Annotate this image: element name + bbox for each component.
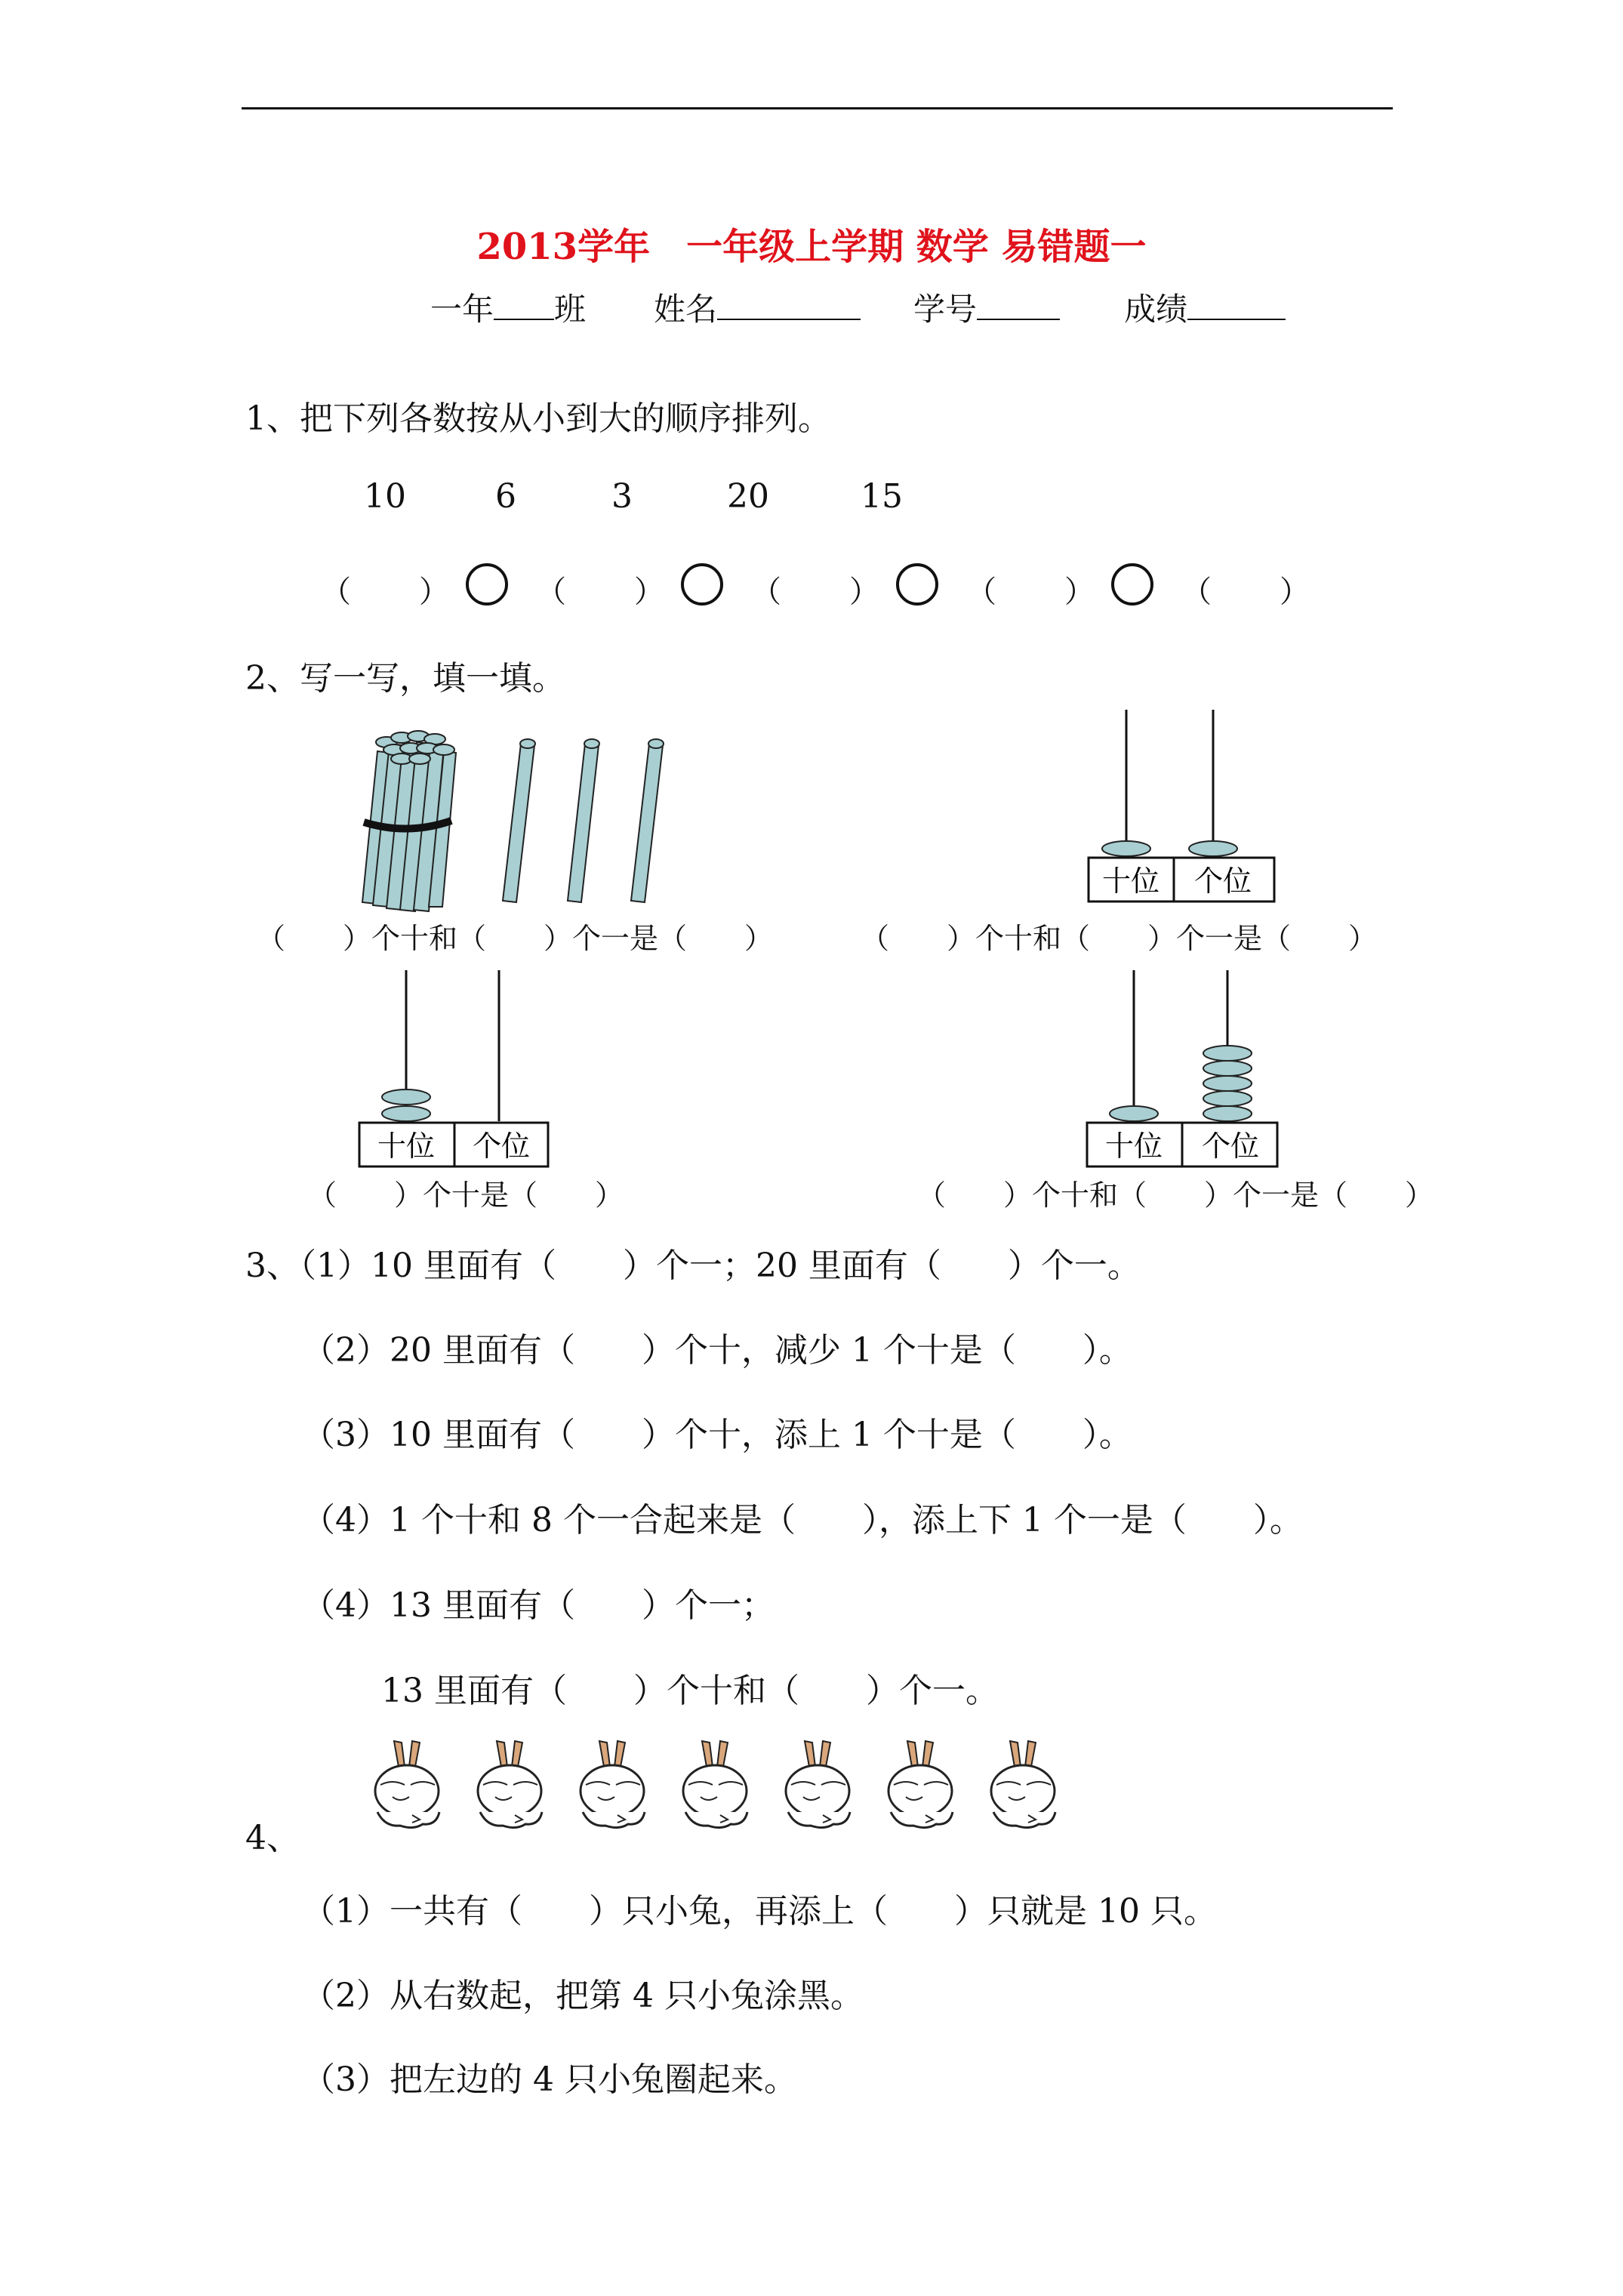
answer-paren-open: （	[536, 575, 566, 609]
loose-stick	[503, 744, 534, 902]
tens-bead	[382, 1089, 430, 1105]
rabbit-row[interactable]	[370, 1737, 1072, 1850]
q2-answer-line-c: （ ）个十是（ ）	[308, 1179, 624, 1212]
answer-paren-open: （	[966, 575, 996, 609]
tens-bead	[1110, 1106, 1158, 1121]
rabbit-icon	[786, 1741, 850, 1828]
compare-circle[interactable]	[896, 563, 938, 606]
answer-paren-close: ）	[419, 575, 449, 609]
stick-end	[520, 739, 535, 748]
ones-bead	[1203, 1076, 1252, 1091]
q3-item-6: 13 里面有（ ）个十和（ ）个一。	[381, 1672, 999, 1710]
q4-label: 4、	[245, 1819, 300, 1857]
page-title: 2013学年 一年级上学期 数学 易错题一	[476, 226, 1147, 268]
id-label: 学号	[913, 291, 978, 328]
rabbit-icon	[683, 1741, 747, 1828]
stick-end	[433, 744, 454, 755]
q4-item-1: （1）一共有（ ）只小兔，再添上（ ）只就是 10 只。	[302, 1892, 1217, 1931]
q3-item-4: （4）1 个十和 8 个一合起来是（ ），添上下 1 个一是（ ）。	[302, 1501, 1303, 1539]
name-label: 姓名	[654, 291, 718, 328]
abacus-d	[1087, 970, 1291, 1189]
rabbit-icon	[478, 1741, 542, 1828]
tens-place-label: 十位	[377, 1130, 436, 1163]
answer-paren-close: ）	[1280, 575, 1310, 609]
tens-bead	[1102, 841, 1150, 856]
id-blank[interactable]	[977, 291, 1060, 320]
q3-item-2: （2）20 里面有（ ）个十，减少 1 个十是（ ）。	[302, 1331, 1132, 1370]
ones-place-label: 个位	[472, 1130, 531, 1163]
compare-circle[interactable]	[1111, 563, 1153, 606]
q4-item-3: （3）把左边的 4 只小兔圈起来。	[302, 2060, 797, 2099]
top-rule	[242, 107, 1393, 109]
score-label: 成绩	[1124, 291, 1188, 328]
stick-bundle-figure	[355, 721, 672, 917]
ones-place-label: 个位	[1201, 1130, 1260, 1163]
answer-paren-close: ）	[1064, 575, 1095, 609]
abacus-b	[1073, 710, 1270, 914]
abacus-c	[359, 970, 563, 1189]
student-info	[430, 285, 1286, 330]
answer-paren-open: （	[751, 575, 781, 609]
tens-bead	[382, 1106, 430, 1121]
compare-circle[interactable]	[681, 563, 723, 606]
name-blank[interactable]	[717, 291, 861, 320]
q3-item-1: 3、（1）10 里面有（ ）个一；20 里面有（ ）个一。	[245, 1247, 1141, 1285]
q1-prompt: 1、把下列各数按从小到大的顺序排列。	[245, 399, 831, 438]
answer-paren-open: （	[321, 575, 351, 609]
class-prefix: 一年	[430, 291, 494, 328]
ones-place-label: 个位	[1193, 864, 1252, 898]
loose-stick	[631, 744, 663, 902]
score-blank[interactable]	[1187, 291, 1286, 320]
compare-circle[interactable]	[466, 563, 508, 606]
q3-item-5: （4）13 里面有（ ）个一；	[302, 1586, 775, 1625]
q1-number: 20	[727, 477, 769, 516]
q2-answer-line-b: （ ）个十和（ ）个一是（ ）	[861, 922, 1378, 955]
tens-place-label: 十位	[1104, 1130, 1163, 1163]
ones-bead	[1203, 1106, 1252, 1121]
q2-answer-line-a: （ ）个十和（ ）个一是（ ）	[257, 922, 774, 955]
rabbit-icon	[375, 1741, 439, 1828]
q1-number: 3	[611, 477, 633, 516]
stick-end	[409, 754, 430, 764]
answer-paren-open: （	[1181, 575, 1212, 609]
stick-end	[584, 739, 599, 748]
q1-number: 15	[861, 477, 903, 516]
ones-bead	[1203, 1091, 1252, 1106]
answer-paren-close: ）	[849, 575, 879, 609]
class-blank[interactable]	[494, 291, 554, 320]
q2-prompt: 2、写一写，填一填。	[245, 659, 565, 698]
q3-item-3: （3）10 里面有（ ）个十，添上 1 个十是（ ）。	[302, 1416, 1132, 1454]
ones-bead	[1189, 841, 1237, 856]
q4-item-2: （2）从右数起，把第 4 只小兔涂黑。	[302, 1977, 864, 2015]
stick-end	[648, 739, 664, 748]
tens-place-label: 十位	[1101, 864, 1160, 898]
q1-number: 6	[495, 477, 516, 516]
class-suffix: 班	[554, 291, 587, 328]
q1-number: 10	[364, 477, 406, 516]
rabbit-icon	[991, 1741, 1055, 1828]
rabbit-icon	[581, 1741, 645, 1828]
loose-stick	[568, 744, 599, 902]
answer-paren-close: ）	[634, 575, 664, 609]
q2-answer-line-d: （ ）个十和（ ）个一是（ ）	[917, 1179, 1434, 1212]
rabbit-icon	[888, 1741, 953, 1828]
ones-bead	[1203, 1061, 1252, 1076]
ones-bead	[1203, 1046, 1252, 1061]
